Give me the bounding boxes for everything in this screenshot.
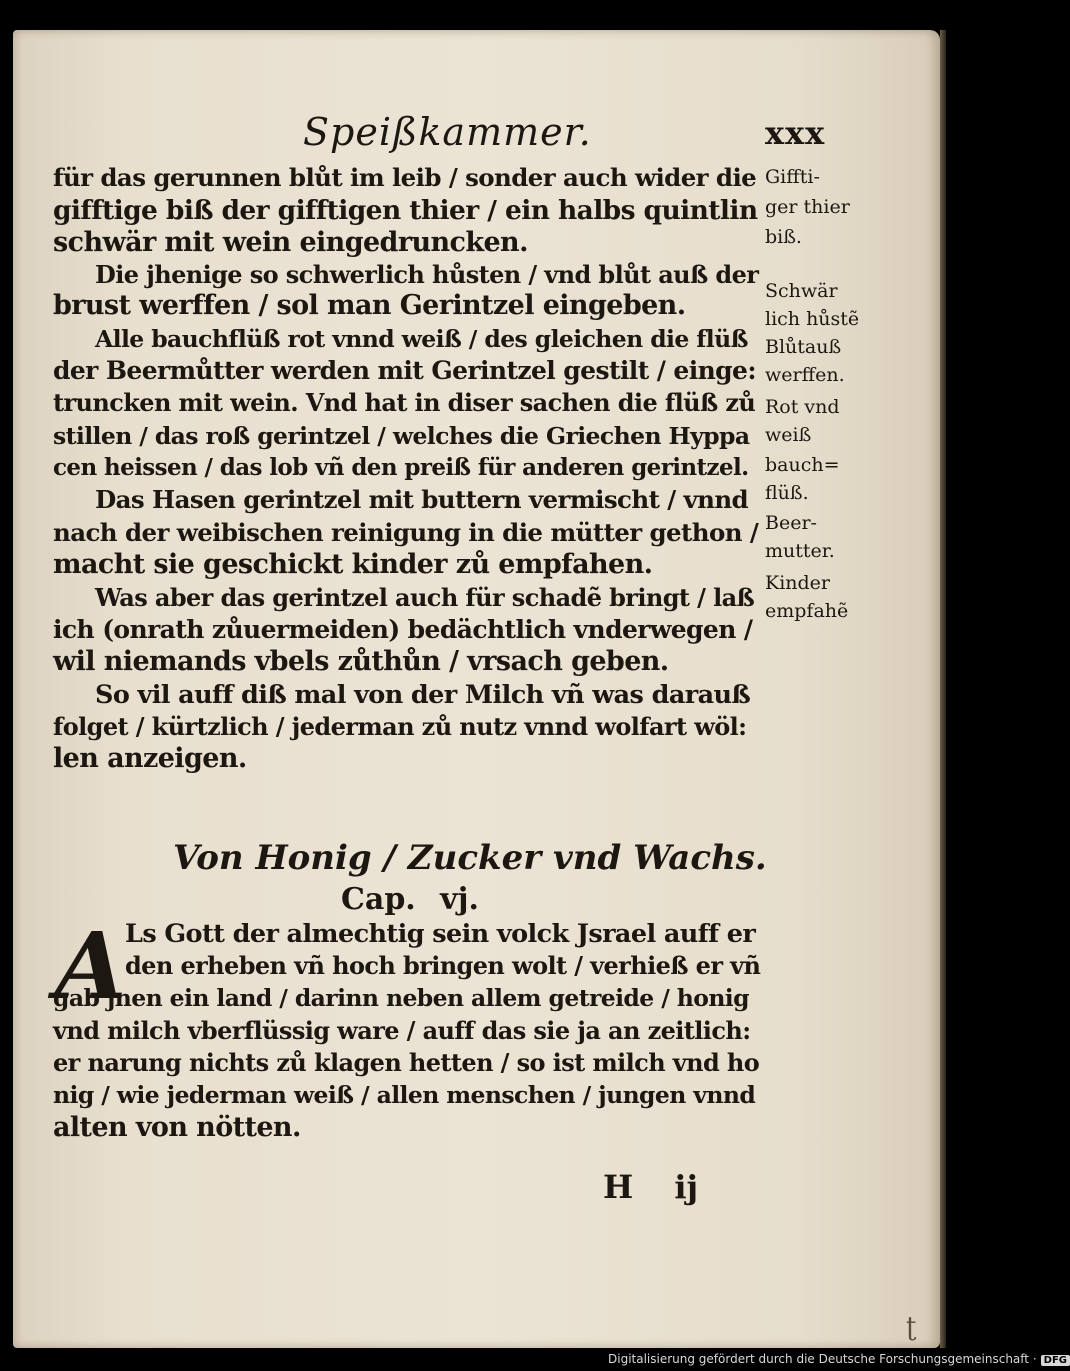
body-line: für das gerunnen blůt im leib / sonder auch wider die [53, 163, 757, 192]
chapter-line: er narung nichts zů klagen hetten / so ist milch vnd ho [53, 1048, 760, 1077]
body-line: Die jhenige so schwerlich hůsten / vnd blůt auß der [95, 260, 759, 289]
body-line: Was aber das gerintzel auch für schadẽ bringt / laß [95, 583, 755, 612]
body-line: Das Hasen gerintzel mit buttern vermischt / vnnd [95, 485, 749, 514]
marginal-note: werffen. [765, 364, 845, 386]
chapter-title: Von Honig / Zucker vnd Wachs. [173, 838, 767, 878]
marginal-note: empfahẽ [765, 600, 849, 622]
body-line: stillen / das roß gerintzel / welches die Griechen Hyppa [53, 422, 750, 450]
marginal-note: Blůtauß [765, 336, 842, 358]
digitization-credit [608, 1352, 1070, 1366]
marginal-note: Kinder [765, 572, 830, 594]
chapter-line: alten von nötten. [53, 1112, 301, 1143]
body-line: macht sie geschickt kinder zů empfahen. [53, 549, 653, 580]
body-line: nach der weibischen reinigung in die mütter gethon / [53, 518, 759, 547]
marginal-note: Rot vnd [765, 396, 840, 418]
corner-mark: ʈ [906, 1312, 917, 1342]
book-page [13, 30, 940, 1348]
signature-mark: H ij [603, 1168, 699, 1206]
marginal-note: mutter. [765, 540, 835, 562]
marginal-note: flüß. [765, 482, 809, 504]
body-line: schwär mit wein eingedruncken. [53, 227, 528, 258]
marginal-note: biß. [765, 226, 802, 248]
chapter-line: vnd milch vberflüssig ware / auff das sie ja an zeitlich: [53, 1016, 751, 1045]
marginal-note: Schwär [765, 280, 838, 302]
chapter-number: Cap. vj. [341, 882, 479, 917]
page-edge [940, 30, 946, 1348]
marginal-note: bauch= [765, 454, 840, 476]
dfg-logo: DFG [1041, 1355, 1070, 1366]
body-line: brust werffen / sol man Gerintzel eingeben. [53, 290, 686, 321]
chapter-line: nig / wie jederman weiß / allen menschen / jungen vnnd [53, 1081, 756, 1109]
chapter-line: Ls Gott der almechtig sein volck Jsrael auff er [125, 919, 756, 949]
body-line: gifftige biß der gifftigen thier / ein halbs quintlin [53, 195, 758, 226]
marginal-note: ger thier [765, 196, 850, 218]
body-line: truncken mit wein. Vnd hat in diser sachen die flüß zů [53, 388, 756, 417]
marginal-note: weiß [765, 424, 812, 446]
body-line: cen heissen / das lob vñ den preiß für anderen gerintzel. [53, 454, 749, 481]
chapter-line: den erheben vñ hoch bringen wolt / verhieß er vñ [125, 951, 761, 980]
marginal-note: Beer- [765, 512, 817, 534]
body-line: So vil auff diß mal von der Milch vñ was darauß [95, 680, 751, 710]
decorated-initial: A [55, 912, 127, 1020]
credit-text: Digitalisierung gefördert durch die Deutsche Forschungsgemeinschaft · [608, 1352, 1037, 1366]
body-line: folget / kürtzlich / jederman zů nutz vnnd wolfart wöl: [53, 712, 747, 741]
body-line: wil niemands vbels zůthůn / vrsach geben. [53, 646, 669, 677]
folio-number: xxx [765, 114, 826, 152]
chapter-line: gab jnen ein land / darinn neben allem getreide / honig [53, 984, 749, 1012]
body-line: len anzeigen. [53, 743, 247, 774]
marginal-note: Giffti- [765, 166, 820, 188]
body-line: Alle bauchflüß rot vnnd weiß / des gleichen die flüß [95, 325, 748, 353]
running-title: Speißkammer. [303, 110, 592, 154]
body-line: ich (onrath zůuermeiden) bedächtlich vnderwegen / [53, 615, 753, 644]
marginal-note: lich hůstẽ [765, 308, 860, 330]
body-line: der Beermůtter werden mit Gerintzel gestilt / einge: [53, 356, 756, 385]
